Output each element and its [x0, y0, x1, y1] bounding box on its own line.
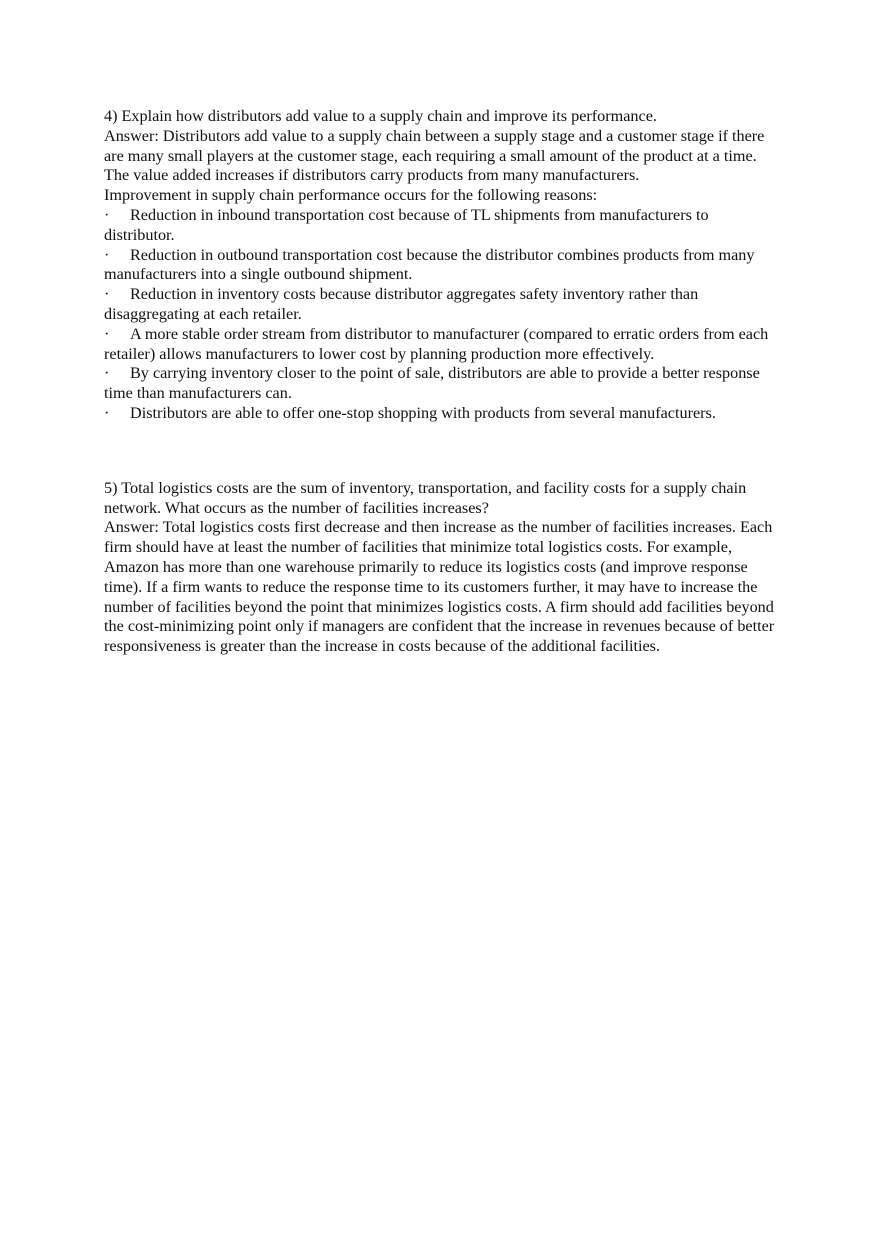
- question-5-block: [104, 479, 780, 657]
- bullet-dot: ·: [104, 364, 110, 383]
- bullet-item: [104, 285, 780, 325]
- bullet-text: By carrying inventory closer to the point of sale, distributors are able to provide a better response time than manufacturers can.: [104, 364, 760, 403]
- bullet-item: [104, 206, 780, 246]
- bullet-text: Reduction in outbound transportation cost because the distributor combines products from many manufacturers into a single outbound shipment.: [104, 245, 755, 284]
- bullet-item: [104, 364, 780, 404]
- bullet-text: Reduction in inbound transportation cost because of TL shipments from manufacturers to distributor.: [104, 205, 709, 244]
- document-content: [104, 107, 780, 657]
- bullet-text: Distributors are able to offer one-stop shopping with products from several manufacturers.: [130, 403, 716, 422]
- bullet-dot: ·: [104, 403, 110, 422]
- bullet-item: [104, 404, 780, 424]
- bullet-text: A more stable order stream from distributor to manufacturer (compared to erratic orders from each retailer) allows manufacturers to lower cost by planning production more effectively.: [104, 324, 769, 363]
- bullet-dot: ·: [104, 324, 110, 343]
- bullet-text: Reduction in inventory costs because distributor aggregates safety inventory rather than disaggregating at each retailer.: [104, 285, 699, 323]
- question-4-text: 4) Explain how distributors add value to a supply chain and improve its performance.: [104, 107, 657, 125]
- bullet-item: [104, 246, 780, 286]
- bullet-item: [104, 325, 780, 365]
- question-5-answer: Answer: Total logistics costs first decrease and then increase as the number of facilities increases. Each firm should have at least the number of facilities that minimize total logistics costs. For example, Amazon has more than one warehouse primarily to reduce its logistics costs (and improve response time). If a firm wants to reduce the response time to its customers further, it may have to increase the number of facilities beyond the point that minimizes logistics costs. A firm should add facilities beyond the cost-minimizing point only if managers are confident that the increase in revenues because of better responsiveness is greater than the increase in costs because of the additional facilities.: [104, 518, 775, 656]
- question-5-text: 5) Total logistics costs are the sum of inventory, transportation, and facility costs for a supply chain network. What occurs as the number of facilities increases?: [104, 478, 747, 517]
- bullet-dot: ·: [104, 205, 110, 224]
- question-4-answer: Answer: Distributors add value to a supply chain between a supply stage and a customer stage if there are many small players at the customer stage, each requiring a small amount of the product at a time. The value added increases if distributors carry products from many manufacturers.: [104, 126, 765, 185]
- bullet-dot: ·: [104, 285, 110, 304]
- question-4-intro: Improvement in supply chain performance occurs for the following reasons:: [104, 186, 598, 205]
- question-4-block: [104, 107, 780, 424]
- bullet-dot: ·: [104, 245, 110, 264]
